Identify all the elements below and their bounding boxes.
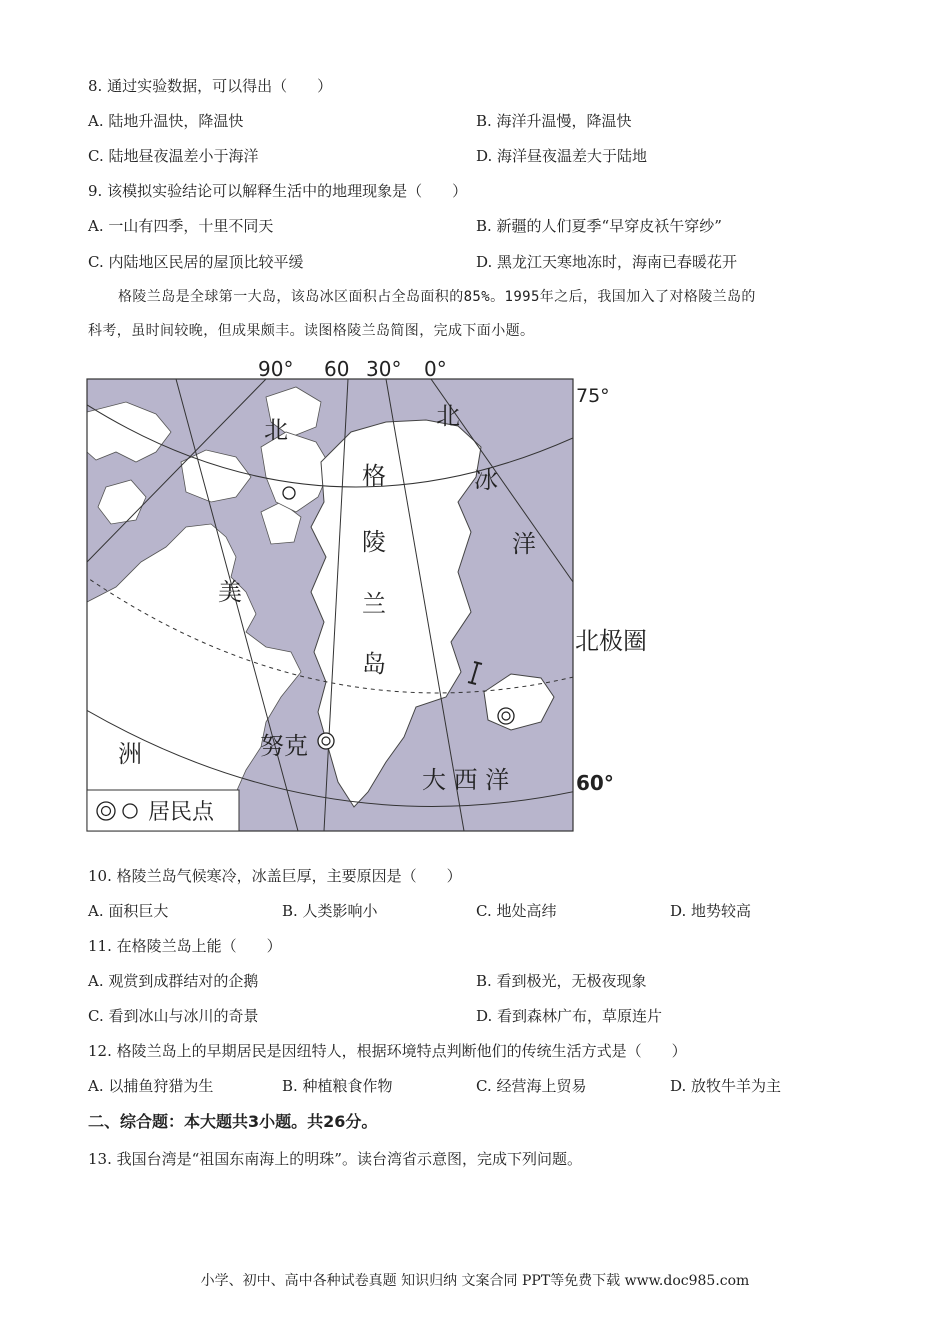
label-atlantic: 大 西 洋 [422,766,510,794]
legend-label: 居民点 [148,800,215,825]
label-arctic-ocean-1: 北 [436,402,460,430]
q10-option-a: A. 面积巨大 [88,902,169,920]
q8-option-b: B. 海洋升温慢，降温快 [476,112,632,130]
q9-option-c: C. 内陆地区民居的屋顶比较平缓 [88,253,304,271]
section-2-heading: 二、综合题：本大题共3小题。共26分。 [88,1112,378,1131]
label-greenland-2: 陵 [362,528,386,556]
reykjavik-marker [498,708,514,724]
q11-option-b: B. 看到极光，无极夜现象 [476,972,647,990]
label-north-america-3: 洲 [118,740,142,768]
label-north-america-1: 北 [264,416,288,444]
nuuk-city-marker [318,733,334,749]
q11-option-a: A. 观赏到成群结对的企鹅 [88,972,259,990]
q12-stem: 12. 格陵兰岛上的早期居民是因纽特人，根据环境特点判断他们的传统生活方式是（ ） [88,1042,687,1060]
legend-city-icon [97,802,115,820]
label-greenland-3: 兰 [362,590,386,618]
greenland-map [86,352,666,842]
q11-option-c: C. 看到冰山与冰川的奇景 [88,1007,259,1025]
q9-option-b: B. 新疆的人们夏季“早穿皮袄午穿纱” [476,217,722,235]
q8-option-a: A. 陆地升温快，降温快 [88,112,244,130]
q12-option-c: C. 经营海上贸易 [476,1077,587,1095]
lat-label-75: 75° [576,385,610,407]
intro-paragraph [88,280,868,348]
q9-stem: 9. 该模拟实验结论可以解释生活中的地理现象是（ ） [88,182,468,200]
q10-option-d: D. 地势较高 [670,902,752,920]
lon-label-60: 60 [324,357,350,381]
q13-stem: 13. 我国台湾是“祖国东南海上的明珠”。读台湾省示意图，完成下列问题。 [88,1150,582,1168]
legend-town-icon [123,804,137,818]
label-nuuk: 努克 [260,732,308,760]
q11-option-d: D. 看到森林广布，草原连片 [476,1007,663,1025]
q10-stem: 10. 格陵兰岛气候寒冷，冰盖巨厚，主要原因是（ ） [88,867,462,885]
q12-option-b: B. 种植粮食作物 [282,1077,393,1095]
lon-label-30: 30° [366,357,402,381]
label-arctic-ocean-3: 洋 [512,530,536,558]
lat-label-60: 60° [576,771,614,795]
lon-label-90: 90° [258,357,294,381]
q8-stem: 8. 通过实验数据，可以得出（ ） [88,77,333,95]
q9-option-a: A. 一山有四季，十里不同天 [88,217,274,235]
lon-label-0: 0° [424,357,447,381]
q9-option-d: D. 黑龙江天寒地冻时，海南已春暖花开 [476,253,738,271]
q12-option-a: A. 以捕鱼狩猎为生 [88,1077,214,1095]
intro-line-1: 格陵兰岛是全球第一大岛，该岛冰区面积占全岛面积的85%。1995年之后，我国加入了对格陵兰岛的 [118,289,756,305]
q10-option-b: B. 人类影响小 [282,902,378,920]
q12-option-d: D. 放牧牛羊为主 [670,1077,782,1095]
label-greenland-4: 岛 [362,650,386,678]
label-arctic-ocean-2: 冰 [474,466,498,494]
intro-line-2: 科考，虽时间较晚，但成果颇丰。读图格陵兰岛简图，完成下面小题。 [88,323,535,339]
settlement-dot-north [283,487,295,499]
map-legend [87,790,239,831]
q8-option-c: C. 陆地昼夜温差小于海洋 [88,147,259,165]
q8-option-d: D. 海洋昼夜温差大于陆地 [476,147,648,165]
q11-stem: 11. 在格陵兰岛上能（ ） [88,937,282,955]
label-north-america-2: 美 [218,578,242,606]
q10-option-c: C. 地处高纬 [476,902,557,920]
arctic-circle-label: 北极圈 [575,627,647,655]
label-greenland-1: 格 [362,462,386,490]
page-footer: 小学、初中、高中各种试卷真题 知识归纳 文案合同 PPT等免费下载 www.doc985.com [200,1273,750,1289]
